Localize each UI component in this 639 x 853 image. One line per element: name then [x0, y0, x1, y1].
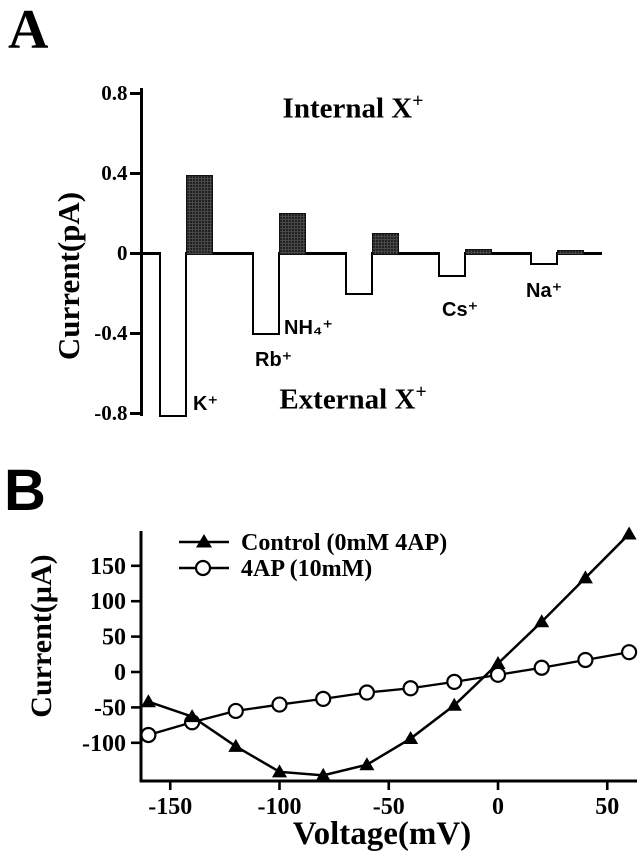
panel-b-x-tick-label: -50 [372, 794, 405, 820]
category-label-5: Na⁺ [526, 280, 563, 302]
panel-b-y-axis-title: Current(µA) [25, 554, 58, 718]
bar-external-5 [530, 252, 558, 265]
bar-internal-1 [186, 175, 213, 255]
data-point-control [185, 709, 200, 722]
data-point-4ap [447, 675, 461, 689]
external-x-annotation [248, 381, 458, 417]
data-point-control [447, 698, 462, 711]
panel-a-y-tick [130, 412, 141, 415]
data-point-4ap [316, 692, 330, 706]
panel-b-x-tick-label: 50 [595, 794, 620, 820]
panel-b-y-tick-label: -100 [82, 730, 126, 757]
legend-label-4ap: 4AP (10mM) [241, 556, 373, 582]
data-point-control [359, 757, 374, 770]
data-point-control [622, 526, 637, 539]
panel-a-y-tick [130, 332, 141, 335]
category-label-1: K⁺ [193, 393, 218, 415]
panel-b-y-tick-label: 100 [90, 589, 126, 616]
bar-external-2 [252, 252, 280, 335]
data-point-control [316, 768, 331, 781]
data-point-4ap [273, 698, 287, 712]
data-point-control [491, 656, 506, 669]
panel-b-label: B [4, 458, 46, 523]
data-point-4ap [535, 661, 549, 675]
panel-a-y-tick [130, 252, 141, 255]
panel-a-y-tick-label: 0.8 [101, 81, 128, 105]
bar-internal-5 [557, 250, 584, 255]
data-point-control [272, 764, 287, 777]
external-x-sup: + [415, 381, 427, 403]
data-point-control [578, 570, 593, 583]
internal-x-text: Internal X [282, 92, 413, 125]
data-point-control [228, 739, 243, 752]
data-point-4ap [185, 715, 199, 729]
data-point-4ap [578, 653, 592, 667]
circle-marker-icon [178, 559, 230, 577]
panel-b-y-tick-label: 0 [114, 660, 126, 686]
panel-a-y-axis-title: Current(pA) [51, 191, 86, 361]
external-x-text: External X [279, 383, 416, 416]
bar-internal-3 [372, 233, 399, 255]
data-point-4ap [491, 668, 505, 682]
internal-x-annotation [248, 90, 458, 126]
bar-internal-4 [465, 249, 492, 255]
data-point-4ap [229, 704, 243, 718]
panel-b-y-tick-label: -50 [94, 695, 126, 722]
panel-b-y-tick-label: 150 [90, 553, 126, 580]
data-point-control [403, 731, 418, 744]
bar-internal-2 [279, 213, 306, 255]
data-point-4ap [141, 728, 155, 742]
data-point-4ap [404, 681, 418, 695]
panel-b-y-tick-label: 50 [102, 624, 126, 651]
category-label-2: Rb⁺ [255, 349, 293, 371]
panel-a-label: A [8, 0, 49, 61]
legend-label-control: Control (0mM 4AP) [241, 530, 448, 556]
internal-x-sup: + [412, 90, 424, 112]
data-point-control [534, 614, 549, 627]
panel-b-x-tick-label: -150 [148, 794, 193, 820]
panel-a-y-tick-label: 0 [117, 241, 128, 265]
bar-external-4 [438, 252, 466, 277]
panel-a-y-tick-label: -0.4 [94, 321, 128, 345]
panel-a-y-tick-label: -0.8 [94, 401, 128, 425]
bar-external-1 [159, 252, 187, 417]
data-point-control [141, 694, 156, 707]
data-point-4ap [360, 686, 374, 700]
panel-a-y-tick [130, 172, 141, 175]
data-point-4ap [622, 645, 636, 659]
panel-b-x-tick-label: -100 [257, 794, 302, 820]
bar-external-3 [345, 252, 373, 295]
panel-a-y-tick-label: 0.4 [101, 161, 128, 185]
category-label-3: NH₄⁺ [284, 317, 333, 339]
panel-b-x-axis-title: Voltage(mV) [292, 816, 472, 852]
series-line-4ap [148, 652, 629, 735]
panel-b-x-tick-label: 0 [492, 794, 504, 820]
category-label-4: Cs⁺ [442, 299, 479, 321]
panel-a-y-tick [130, 92, 141, 95]
triangle-marker-icon [178, 533, 230, 551]
